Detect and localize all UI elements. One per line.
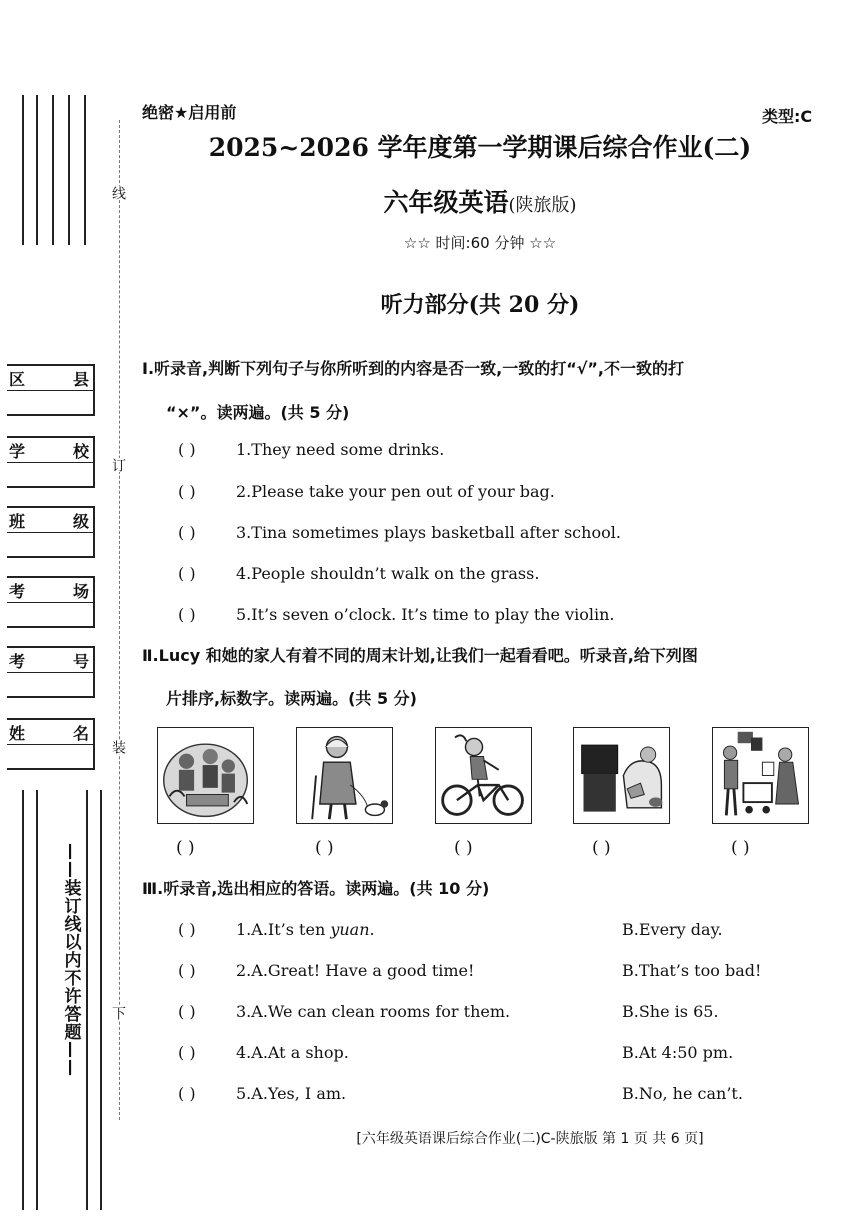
part3-item: ( ) 4.A.At a shop. <box>178 1043 349 1062</box>
picture-girl-riding-bike <box>435 727 532 824</box>
answer-blank[interactable]: ( ) <box>178 605 196 624</box>
part1-heading-cont: “×”。读两遍。(共 5 分) <box>166 403 350 422</box>
option-b: B.She is 65. <box>622 1002 719 1021</box>
part1-item: ( ) 2.Please take your pen out of your bag. <box>178 482 555 501</box>
secret-label: 绝密★启用前 <box>142 103 237 122</box>
part3-item: ( ) 5.A.Yes, I am. <box>178 1084 347 1103</box>
field-exam-number[interactable]: 考 号 <box>7 646 95 698</box>
answer-blank[interactable]: ( ) <box>178 564 196 583</box>
margin-line <box>22 95 24 245</box>
picture-family-picnic <box>157 727 254 824</box>
margin-line <box>68 95 70 245</box>
field-school[interactable]: 学 校 <box>7 436 95 488</box>
cut-mark: 装 <box>110 740 126 754</box>
margin-line <box>36 95 38 245</box>
field-district-box[interactable] <box>7 390 95 416</box>
section-title: 听力部分(共 20 分) <box>380 292 580 318</box>
part1-item: ( ) 4.People shouldn’t walk on the grass. <box>178 564 540 583</box>
shopping-illustration <box>713 728 808 823</box>
picture-order-blank[interactable]: ( ) <box>454 838 473 858</box>
option-b: B.Every day. <box>622 920 723 939</box>
page-title: 2025~2026 学年度第一学期课后综合作业(二) <box>208 133 752 162</box>
part2-heading: Ⅱ.Lucy 和她的家人有着不同的周末计划,让我们一起看看吧。听录音,给下列图 <box>142 646 698 665</box>
part3-item: ( ) 3.A.We can clean rooms for them. <box>178 1002 511 1021</box>
margin-line <box>84 95 86 245</box>
part3-item: ( ) 1.A.It’s ten yuan. <box>178 920 375 939</box>
bike-illustration <box>436 728 531 823</box>
picture-shopping <box>712 727 809 824</box>
margin-line <box>86 790 88 1210</box>
field-name-box[interactable] <box>7 744 95 770</box>
picture-order-blank[interactable]: ( ) <box>176 838 195 858</box>
option-b: B.That’s too bad! <box>622 961 762 980</box>
part3-item: ( ) 2.A.Great! Have a good time! <box>178 961 475 980</box>
type-label: 类型:C <box>762 107 813 126</box>
grandma-dog-illustration <box>297 728 392 823</box>
picture-order-blank[interactable]: ( ) <box>315 838 334 858</box>
answer-blank[interactable]: ( ) <box>178 523 196 542</box>
part3-heading: Ⅲ.听录音,选出相应的答语。读两遍。(共 10 分) <box>142 879 490 898</box>
answer-blank[interactable]: ( ) <box>178 1084 196 1103</box>
field-exam-room[interactable]: 考 场 <box>7 576 95 628</box>
part1-item: ( ) 3.Tina sometimes plays basketball after school. <box>178 523 621 542</box>
edition-label: (陕旅版) <box>508 195 577 216</box>
part1-heading: Ⅰ.听录音,判断下列句子与你所听到的内容是否一致,一致的打“√”,不一致的打 <box>142 359 684 378</box>
time-limit: ☆☆ 时间:60 分钟 ☆☆ <box>403 234 557 252</box>
part1-item: ( ) 1.They need some drinks. <box>178 440 445 459</box>
answer-blank[interactable]: ( ) <box>178 440 196 459</box>
answer-blank[interactable]: ( ) <box>178 1043 196 1062</box>
cut-mark: 下 <box>110 1006 126 1020</box>
picture-order-blank[interactable]: ( ) <box>731 838 750 858</box>
answer-blank[interactable]: ( ) <box>178 482 196 501</box>
cut-mark: 线 <box>110 186 126 200</box>
field-class-box[interactable] <box>7 532 95 558</box>
picture-watching-tv <box>573 727 670 824</box>
picture-grandma-walking-dog <box>296 727 393 824</box>
margin-line <box>22 790 24 1210</box>
field-class[interactable]: 班 级 <box>7 506 95 558</box>
option-b: B.No, he can’t. <box>622 1084 743 1103</box>
page-footer: [六年级英语课后综合作业(二)C-陕旅版 第 1 页 共 6 页] <box>356 1131 704 1147</box>
margin-line <box>100 790 102 1210</box>
field-exam-room-box[interactable] <box>7 602 95 628</box>
part1-item: ( ) 5.It’s seven o’clock. It’s time to play the violin. <box>178 605 615 624</box>
field-name[interactable]: 姓 名 <box>7 718 95 770</box>
picnic-illustration <box>158 728 253 823</box>
cut-mark: 订 <box>110 458 126 472</box>
tv-illustration <box>574 728 669 823</box>
part2-heading-cont: 片排序,标数字。读两遍。(共 5 分) <box>166 689 417 708</box>
answer-blank[interactable]: ( ) <box>178 920 196 939</box>
answer-blank[interactable]: ( ) <box>178 1002 196 1021</box>
answer-blank[interactable]: ( ) <box>178 961 196 980</box>
field-school-box[interactable] <box>7 462 95 488</box>
margin-line <box>36 790 38 1210</box>
field-district[interactable]: 区 县 <box>7 364 95 416</box>
page-subtitle: 六年级英语(陕旅版) <box>383 188 577 217</box>
no-answer-seal: ——装订线以内不许答题—— <box>60 843 81 1077</box>
margin-line <box>52 95 54 245</box>
binding-dashed-line <box>119 120 120 1120</box>
option-b: B.At 4:50 pm. <box>622 1043 734 1062</box>
picture-order-blank[interactable]: ( ) <box>592 838 611 858</box>
field-exam-number-box[interactable] <box>7 672 95 698</box>
